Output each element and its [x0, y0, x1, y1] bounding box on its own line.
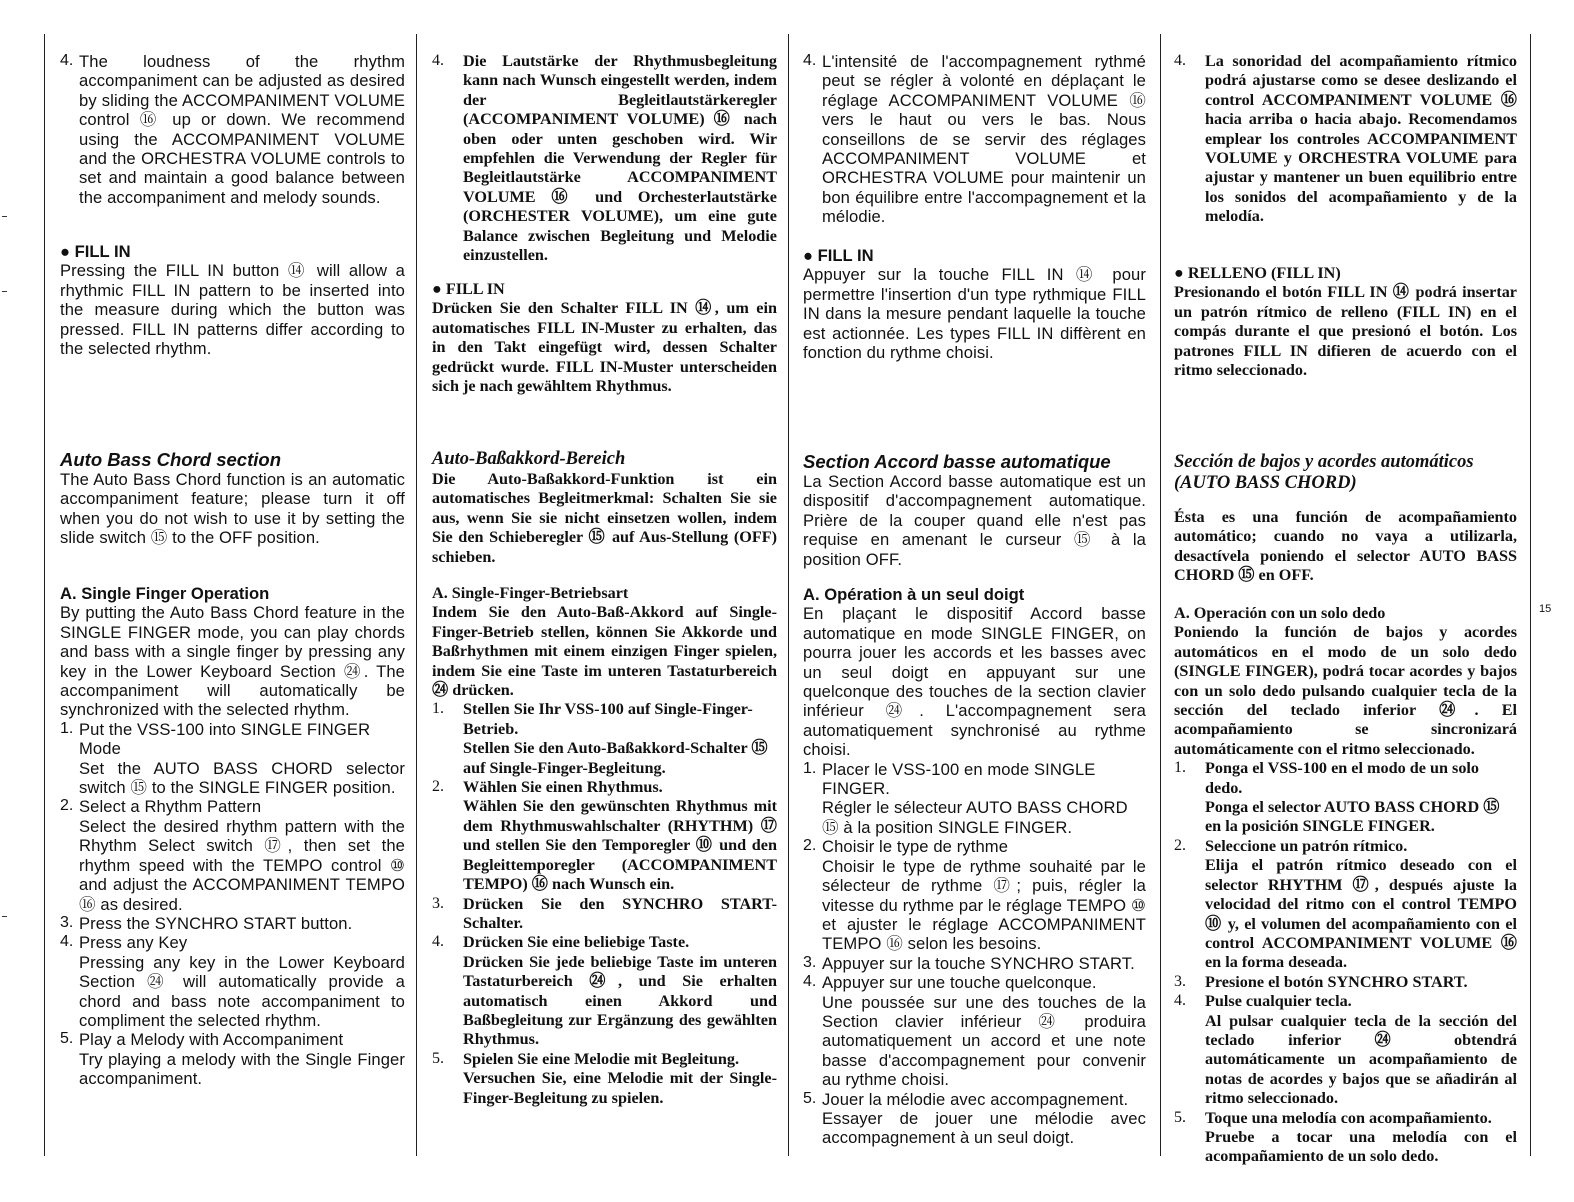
volume-paragraph: La sonoridad del acompañamiento rítmico podrá ajustarse como se desee deslizando el control ACCOMPANIMENT VOLUME ⑯ hacia arriba o hacia abajo. Recomendamos emplear los controles ACCOMPANIMENT VOLUME y ORCHESTRA VOLUME para ajustar y mantener un buen equilibrio entre los sonidos del acompañamiento y de la melodía. [1205, 52, 1517, 226]
column-divider-left [44, 34, 45, 1156]
section-title: Auto-Baßakkord-Bereich [432, 449, 626, 469]
section-title: Auto Bass Chord section [60, 449, 281, 470]
step-item: 3. Presione el botón SYNCHRO START. [1174, 972, 1468, 991]
step-item: 2. Choisir le type de rythme Choisir le type de rythme souhaité par le sélecteur de rythme ⑰; puis, régler la vitesse du rythme par le réglage TEMPO ⑩ et ajuster le réglage ACCOMPANIMENT TEMPO ⑯ selon les besoins. [803, 837, 1146, 954]
section-intro: The Auto Bass Chord function is an automatic accompaniment feature; please turn it off when you do not wish to use it by setting the slide switch ⑮ to the OFF position. [60, 470, 405, 548]
subsection-paragraph: Poniendo la función de bajos y acordes automáticos en el modo de un solo dedo (SINGLE FINGER), podrá tocar acordes y bajos con un solo dedo pulsando cualquier tecla de la sección del teclado inferior ㉔. El acompañamiento se sincronizará automáticamente con el ritmo seleccionado. [1174, 623, 1517, 758]
volume-paragraph: The loudness of the rhythm accompaniment can be adjusted as desired by sliding the ACCOMPANIMENT VOLUME control ⑯ up or down. We recommend using the ACCOMPANIMENT VOLUME and the ORCHESTRA VOLUME controls to set and maintain a good balance between the accompaniment and melody sounds. [79, 52, 405, 207]
step-item: 2. Seleccione un patrón rítmico. Elija el patrón rítmico deseado con el selector RHYTHM ⑰, después ajuste la velocidad del ritmo con el control TEMPO ⑩ y, el volumen del acompañamiento con el control ACCOMPANIMENT VOLUME ⑯ en la forma deseada. [1174, 836, 1517, 972]
fill-in-paragraph: Presionando el botón FILL IN ⑭ podrá insertar un patrón rítmico de relleno (FILL IN) en el compás durante el que presionó el botón. Los patrones FILL IN difieren de acuerdo con el ritmo seleccionado. [1174, 283, 1517, 380]
step-item: 1. Put the VSS-100 into SINGLE FINGER Mode Set the AUTO BASS CHORD selector switch ⑮ to the SINGLE FINGER position. [60, 719, 405, 798]
page-number: 15 [1539, 603, 1552, 615]
column-divider-1 [416, 34, 417, 1156]
fill-in-paragraph: Drücken Sie den Schalter FILL IN ⑭, um ein automatisches FILL IN-Muster zu erhalten, das in den Takt eingefügt wird, dessen Schalter gedrückt wurde. FILL IN-Muster unterscheiden sich je nach gewähltem Rhythmus. [432, 299, 777, 396]
fill-in-paragraph: Pressing the FILL IN button ⑭ will allow a rhythmic FILL IN pattern to be inserted into the measure during which the button was pressed. FILL IN patterns differ according to the selected rhythm. [60, 261, 405, 359]
step-item: 3. Drücken Sie den SYNCHRO START-Schalter. [432, 894, 777, 932]
section-title: Section Accord basse automatique [803, 451, 1111, 472]
subsection-paragraph: By putting the Auto Bass Chord feature in the SINGLE FINGER mode, you can play chords and bass with a single finger by pressing any key in the Lower Keyboard Section ㉔. The accompaniment will automatically be synchronized with the selected rhythm. [60, 603, 405, 720]
subsection-heading: A. Single Finger Operation [60, 584, 270, 603]
margin-mark [2, 291, 7, 292]
margin-mark [2, 916, 7, 917]
fill-in-heading: ● FILL IN [432, 280, 505, 298]
step-item: 5. Jouer la mélodie avec accompagnement. Essayer de jouer une mélodie avec accompagnement à un seul doigt. [803, 1089, 1146, 1148]
step-item: 4. Appuyer sur une touche quelconque. Une poussée sur une des touches de la Section clavier inférieur ㉔ produira automatiquement un accord et une note basse d'accompagnement pour convenir au rythme choisi. [803, 973, 1146, 1090]
list-item [60, 52, 405, 207]
fill-in-heading: ● FILL IN [803, 246, 874, 265]
step-item: 2. Select a Rhythm Pattern Select the desired rhythm pattern with the Rhythm Select switch ⑰, then set the rhythm speed with the TEMPO control ⑩ and adjust the ACCOMPANIMENT TEMPO ⑯ as desired. [60, 797, 405, 914]
fill-in-paragraph: Appuyer sur la touche FILL IN ⑭ pour permettre l'insertion d'un type rythmique FILL IN dans la mesure pendant laquelle la touche est actionnée. Les types FILL IN diffèrent en fonction du rythme choisi. [803, 265, 1146, 363]
step-item: 5. Toque una melodía con acompañamiento. Pruebe a tocar una melodía con el acompañamiento de un solo dedo. [1174, 1108, 1517, 1166]
section-intro: La Section Accord basse automatique est un dispositif d'accompagnement automatique. Prière de la couper quand elle n'est pas requise en amenant le curseur ⑮ à la position OFF. [803, 472, 1146, 569]
step-item: 3. Appuyer sur la touche SYNCHRO START. [803, 953, 1135, 973]
column-divider-3 [1160, 34, 1161, 1156]
fill-in-heading: ● FILL IN [60, 242, 131, 261]
step-item: 1. Ponga el VSS-100 en el modo de un solo dedo. Ponga el selector AUTO BASS CHORD ⑮ en la posición SINGLE FINGER. [1174, 759, 1500, 836]
subsection-paragraph: En plaçant le dispositif Accord basse automatique en mode SINGLE FINGER, on pourra jouer les accords et les basses avec un seul doigt en appuyant sur une quelconque des touches de la section clavier inférieur ㉔. L'accompagnement sera automatiquement synchronisé au rythme choisi. [803, 604, 1146, 760]
section-title: Sección de bajos y acordes automáticos (AUTO BASS CHORD) [1174, 452, 1474, 493]
subsection-heading: A. Opération à un seul doigt [803, 585, 1025, 604]
volume-paragraph: L'intensité de l'accompagnement rythmé peut se régler à volonté en déplaçant le réglage ACCOMPANIMENT VOLUME ⑯ vers le haut ou vers le bas. Nous conseillons de se servir des réglages ACCOMPANIMENT VOLUME et ORCHESTRA VOLUME pour maintenir un bon équilibre entre l'accompagnement et la mélodie. [822, 52, 1146, 227]
step-item: 4. Drücken Sie eine beliebige Taste. Drücken Sie jede beliebige Taste im unteren Tastaturbereich ㉔, und Sie erhalten automatisch einen Akkord und Baßbegleitung zur Ergänzung des gewählten Rhythmus. [432, 933, 777, 1049]
step-item: 2. Wählen Sie einen Rhythmus. Wählen Sie den gewünschten Rhythmus mit dem Rhythmuswahlschalter (RHYTHM) ⑰ und stellen Sie den Temporegler ⑩ und den Begleittemporegler (ACCOMPANIMENT TEMPO) ⑯ nach Wunsch ein. [432, 778, 777, 894]
item-number: 4. [60, 52, 74, 69]
step-item: 5. Play a Melody with Accompaniment Try playing a melody with the Single Finger accompaniment. [60, 1030, 405, 1089]
item-number: 4. [1174, 52, 1186, 69]
step-item: 5. Spielen Sie eine Melodie mit Begleitung. Versuchen Sie, eine Melodie mit der Single-Finger-Begleitung zu spielen. [432, 1049, 777, 1107]
column-divider-2 [788, 34, 789, 1156]
list-item [432, 52, 777, 265]
fill-in-heading: ● RELLENO (FILL IN) [1174, 264, 1341, 282]
margin-mark [2, 216, 7, 217]
subsection-heading: A. Single-Finger-Betriebsart [432, 584, 629, 602]
item-number: 4. [432, 52, 444, 69]
step-item: 4. Pulse cualquier tecla. Al pulsar cualquier tecla de la sección del teclado inferior ㉔ obtendrá automáticamente un acompañamiento de notas de acordes y bajos que se añadirán al ritmo seleccionado. [1174, 992, 1517, 1108]
subsection-heading: A. Operación con un solo dedo [1174, 604, 1386, 622]
column-divider-right [1530, 34, 1531, 1156]
section-intro: Die Auto-Baßakkord-Funktion ist ein automatisches Begleitmerkmal: Schalten Sie sie aus, wenn Sie sie nicht einsetzen wollen, indem Sie den Schieberegler ⑮ auf Aus-Stellung (OFF) schieben. [432, 470, 777, 566]
section-intro: Ésta es una función de acompañamiento automático; cuando no vaya a utilizarla, desactívela poniendo el selector AUTO BASS CHORD ⑮ en OFF. [1174, 508, 1517, 585]
list-item [803, 52, 1146, 227]
subsection-paragraph: Indem Sie den Auto-Baß-Akkord auf Single-Finger-Betrieb stellen, können Sie Akkorde und Baßrhythmen mit einem einzigen Finger spielen, indem Sie eine Taste im unteren Tastaturbereich ㉔ drücken. [432, 603, 777, 700]
list-item [1174, 52, 1517, 227]
step-item: 1. Stellen Sie Ihr VSS-100 auf Single-Finger-Betrieb. Stellen Sie den Auto-Baßakkord-Schalter ⑮ auf Single-Finger-Begleitung. [432, 700, 768, 777]
item-number: 4. [803, 52, 817, 69]
step-item: 1. Placer le VSS-100 en mode SINGLE FINGER. Régler le sélecteur AUTO BASS CHORD ⑮ à la position SINGLE FINGER. [803, 759, 1128, 837]
step-item: 4. Press any Key Pressing any key in the Lower Keyboard Section ㉔ will automatically provide a chord and bass note accompaniment to compliment the selected rhythm. [60, 933, 405, 1030]
volume-paragraph: Die Lautstärke der Rhythmusbegleitung kann nach Wunsch eingestellt werden, indem der Begleitlautstärkeregler (ACCOMPANIMENT VOLUME) ⑯ nach oben oder unten geschoben wird. Wir empfehlen die Verwendung der Regler für Begleitlautstärke ACCOMPANIMENT VOLUME ⑯ und Orchesterlautstärke (ORCHESTER VOLUME), um eine gute Balance zwischen Begleitung und Melodie einzustellen. [463, 52, 777, 265]
step-item: 3. Press the SYNCHRO START button. [60, 913, 353, 933]
